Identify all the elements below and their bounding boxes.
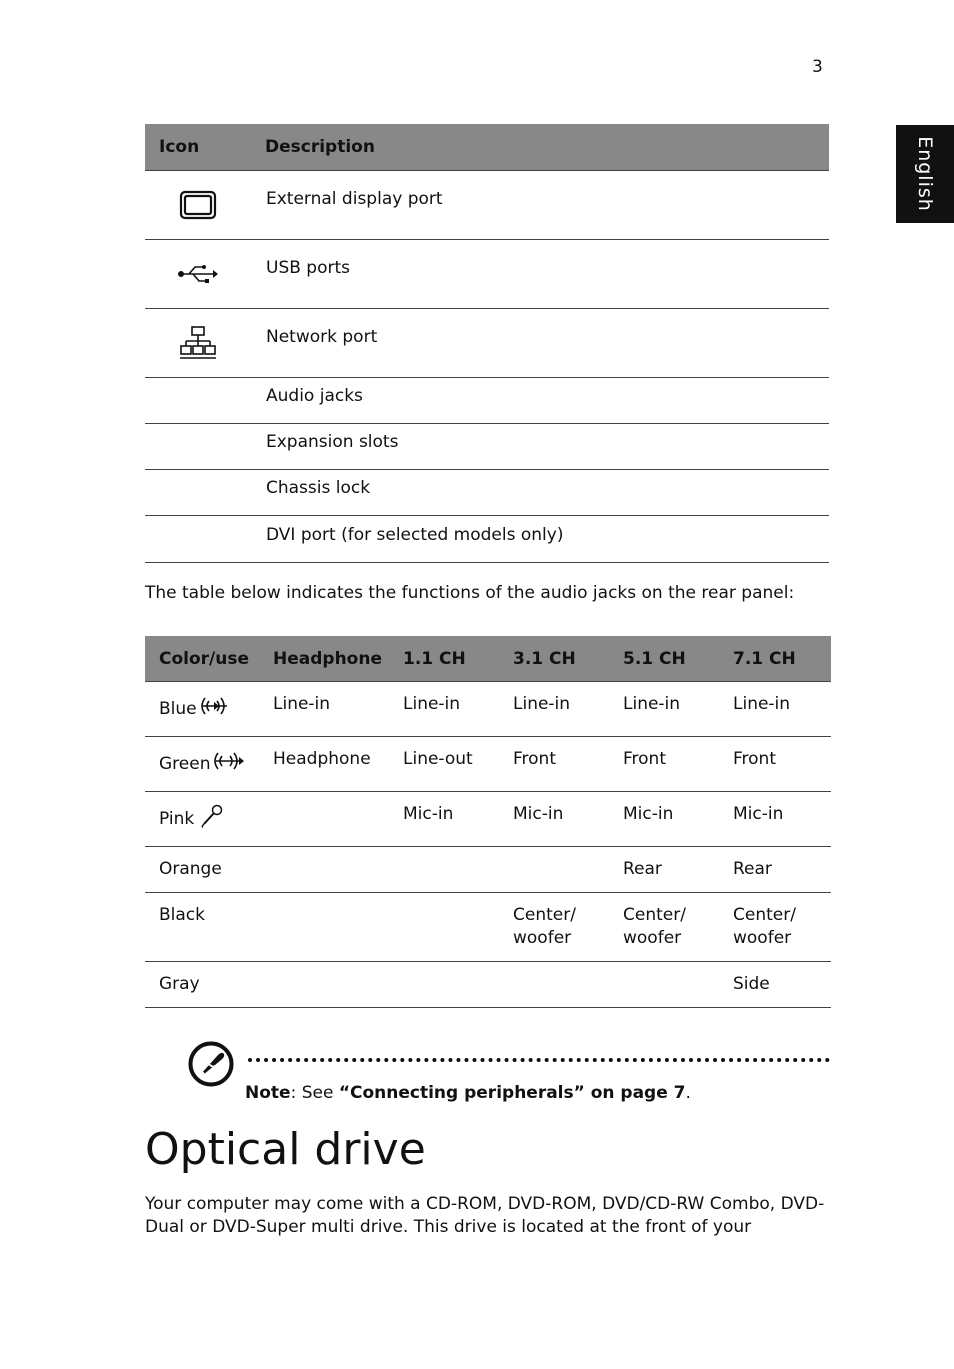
language-tab-label: English: [914, 136, 936, 212]
icon-table: [145, 124, 829, 563]
table-cell: Rear: [719, 847, 831, 893]
table-cell: Mic-in: [609, 792, 719, 847]
line-out-icon: [210, 750, 244, 772]
table-cell: [609, 962, 719, 1008]
note-label: Note: [245, 1083, 291, 1103]
table-cell: [259, 893, 389, 962]
note-divider: [248, 1058, 830, 1062]
table-cell: [389, 893, 499, 962]
table-row: [145, 737, 831, 792]
table-cell: [389, 962, 499, 1008]
icon-cell: [145, 309, 251, 378]
color-cell: [145, 682, 259, 737]
table-cell: Rear: [609, 847, 719, 893]
color-label: Blue: [159, 699, 197, 719]
table-cell: [259, 962, 389, 1008]
table-row: [145, 171, 829, 240]
color-label: Pink: [159, 809, 195, 829]
column-header: Headphone: [259, 636, 389, 682]
table-cell: [259, 847, 389, 893]
table-row: [145, 682, 831, 737]
icon-cell: [145, 424, 251, 470]
column-header: 1.1 CH: [389, 636, 499, 682]
table-row: [145, 893, 831, 962]
note-end: .: [685, 1083, 691, 1103]
usb-icon: [177, 263, 219, 285]
description-cell: Audio jacks: [251, 378, 829, 424]
section-text: Your computer may come with a CD-ROM, DVD-ROM, DVD/CD-RW Combo, DVD-Dual or DVD-Super multi drive. This drive is located at the front of your: [145, 1194, 825, 1237]
description-cell: USB ports: [251, 240, 829, 309]
column-header: 5.1 CH: [609, 636, 719, 682]
description-cell: DVI port (for selected models only): [251, 516, 829, 563]
note-reference-link[interactable]: “Connecting peripherals” on page 7: [338, 1083, 686, 1103]
table-cell: Center/ woofer: [499, 893, 609, 962]
icon-cell: [145, 516, 251, 563]
table-cell: Side: [719, 962, 831, 1008]
table-cell: Line-in: [609, 682, 719, 737]
external-display-icon: [179, 190, 217, 220]
table-cell: Front: [499, 737, 609, 792]
color-cell: Black: [145, 893, 259, 962]
table-row: [145, 424, 829, 470]
line-in-icon: [197, 695, 231, 717]
column-header: 3.1 CH: [499, 636, 609, 682]
table-row: [145, 847, 831, 893]
table-cell: [389, 847, 499, 893]
color-cell: [145, 792, 259, 847]
network-icon: [180, 326, 216, 360]
language-tab: [896, 125, 954, 223]
table-cell: Line-in: [259, 682, 389, 737]
table-cell: Line-in: [719, 682, 831, 737]
table-cell: Front: [609, 737, 719, 792]
table-cell: Mic-in: [719, 792, 831, 847]
microphone-icon: [200, 804, 224, 828]
audio-jack-table: [145, 636, 831, 1008]
icon-cell: [145, 171, 251, 240]
icon-cell: [145, 240, 251, 309]
table-cell: Line-in: [499, 682, 609, 737]
table-cell: Center/ woofer: [609, 893, 719, 962]
description-cell: Expansion slots: [251, 424, 829, 470]
icon-header: Icon: [145, 124, 251, 171]
table-cell: Mic-in: [499, 792, 609, 847]
table-row: [145, 962, 831, 1008]
table-row: [145, 240, 829, 309]
color-label: Green: [159, 754, 211, 774]
table-cell: Line-out: [389, 737, 499, 792]
icon-cell: [145, 470, 251, 516]
column-header: Color/use: [145, 636, 259, 682]
table-cell: Front: [719, 737, 831, 792]
table-row: [145, 378, 829, 424]
page-number: 3: [812, 57, 823, 77]
description-header: Description: [251, 124, 829, 171]
note-icon: [188, 1041, 234, 1087]
table-cell: [499, 962, 609, 1008]
table-cell: Line-in: [389, 682, 499, 737]
table-cell: [499, 847, 609, 893]
table-row: [145, 516, 829, 563]
description-cell: Chassis lock: [251, 470, 829, 516]
table-row: [145, 792, 831, 847]
table-row: [145, 470, 829, 516]
table-cell: Mic-in: [389, 792, 499, 847]
section-title: Optical drive: [145, 1124, 426, 1175]
description-cell: External display port: [251, 171, 829, 240]
table-cell: Headphone: [259, 737, 389, 792]
note-text: [245, 1083, 691, 1103]
table-row: [145, 309, 829, 378]
color-cell: [145, 737, 259, 792]
note-body: : See: [290, 1083, 339, 1103]
table-cell: [259, 792, 389, 847]
description-cell: Network port: [251, 309, 829, 378]
intro-text: The table below indicates the functions of the audio jacks on the rear panel:: [145, 583, 795, 603]
icon-cell: [145, 378, 251, 424]
color-cell: Gray: [145, 962, 259, 1008]
table-cell: Center/ woofer: [719, 893, 831, 962]
color-cell: Orange: [145, 847, 259, 893]
column-header: 7.1 CH: [719, 636, 831, 682]
